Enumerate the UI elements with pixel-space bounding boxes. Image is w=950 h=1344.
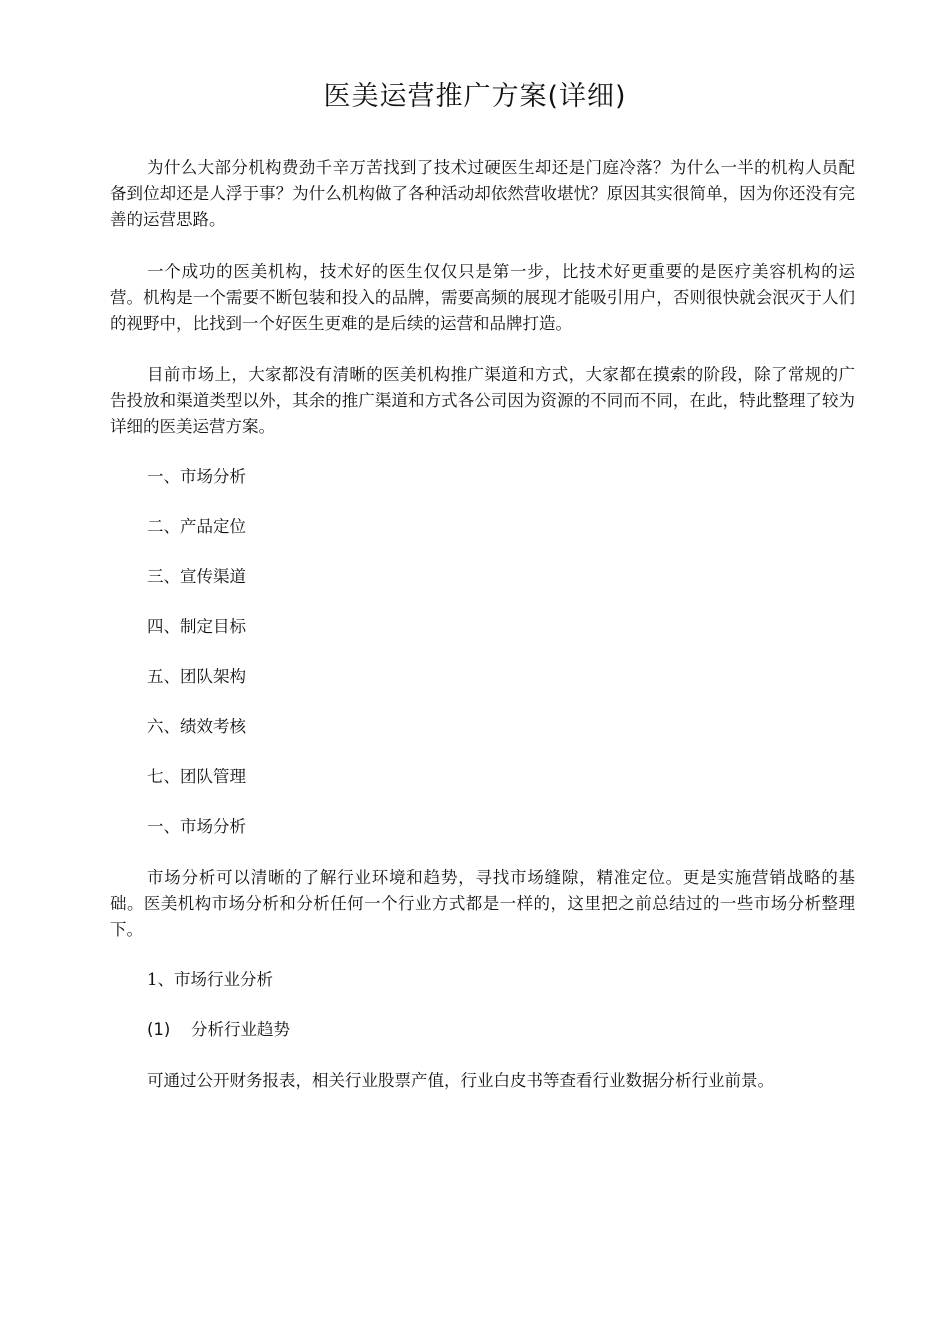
toc-item-market-analysis: 一、市场分析: [147, 467, 246, 486]
document-title: 医美运营推广方案(详细): [323, 81, 627, 112]
list-item-industry-trend: [147, 1017, 290, 1043]
toc-item-set-goals: 四、制定目标: [147, 617, 246, 636]
toc-item-team-structure: 五、团队架构: [147, 667, 246, 686]
paragraph-industry-trend-detail: 可通过公开财务报表，相关行业股票产值，行业白皮书等查看行业数据分析行业前景。: [147, 1071, 774, 1090]
subheading-market-industry-analysis: 1、市场行业分析: [147, 970, 273, 989]
list-item-label: 分析行业趋势: [191, 1020, 290, 1039]
section-heading-market-analysis: 一、市场分析: [147, 817, 246, 836]
toc-item-product-positioning: 二、产品定位: [147, 517, 246, 536]
toc-item-team-management: 七、团队管理: [147, 767, 246, 786]
intro-paragraph-1: 为什么大部分机构费劲千辛万苦找到了技术过硬医生却还是门庭冷落？为什么一半的机构人员配备到位却还是人浮于事？为什么机构做了各种活动却依然营收堪忧？原因其实很简单，因为你还没有完善的运营思路。: [110, 158, 855, 229]
toc-item-performance-review: 六、绩效考核: [147, 717, 246, 736]
toc-item-promotion-channels: 三、宣传渠道: [147, 567, 246, 586]
intro-paragraph-2: 一个成功的医美机构，技术好的医生仅仅只是第一步，比技术好更重要的是医疗美容机构的运营。机构是一个需要不断包装和投入的品牌，需要高频的展现才能吸引用户，否则很快就会泯灭于人们的视野中，比找到一个好医生更难的是后续的运营和品牌打造。: [110, 262, 855, 333]
section-paragraph-market-analysis: 市场分析可以清晰的了解行业环境和趋势，寻找市场缝隙，精准定位。更是实施营销战略的基础。医美机构市场分析和分析任何一个行业方式都是一样的，这里把之前总结过的一些市场分析整理下。: [110, 868, 855, 939]
intro-paragraph-3: 目前市场上，大家都没有清晰的医美机构推广渠道和方式，大家都在摸索的阶段，除了常规的广告投放和渠道类型以外，其余的推广渠道和方式各公司因为资源的不同而不同，在此，特此整理了较为详细的医美运营方案。: [110, 365, 855, 436]
list-item-number: (1): [147, 1020, 171, 1039]
